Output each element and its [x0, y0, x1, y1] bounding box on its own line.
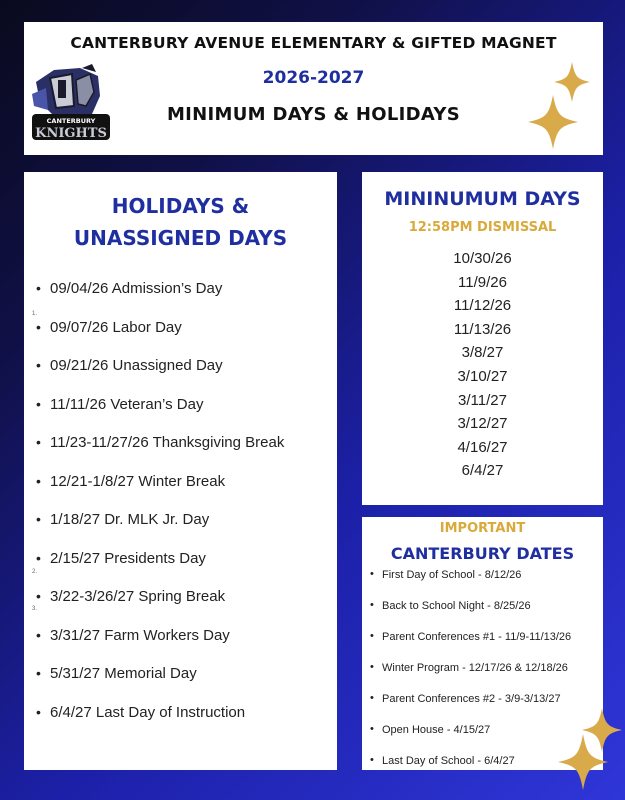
- list-item: • 11/11/26 Veteran’s Day: [36, 396, 284, 435]
- list-item: • Parent Conferences #1 - 11/9-11/13/26: [370, 631, 571, 662]
- important-dates-panel: [362, 517, 603, 770]
- holidays-title-line1: HOLIDAYS &: [111, 194, 250, 218]
- important-dates-list: [370, 569, 571, 786]
- dismissal-time: 12:58PM DISMISSAL: [408, 220, 557, 235]
- list-item: 11/12/26: [453, 297, 512, 315]
- sparkle-star-icon: [528, 95, 578, 149]
- list-item: • 09/04/26 Admission’s Day: [36, 280, 284, 319]
- list-item: 10/30/26: [453, 250, 512, 267]
- holidays-panel: [24, 172, 337, 770]
- school-name: CANTERBURY AVENUE ELEMENTARY & GIFTED MAGNET: [70, 34, 557, 52]
- list-item: 11/9/26: [458, 273, 507, 291]
- list-item: 11/13/26: [453, 320, 512, 338]
- list-item: 6/4/27: [461, 462, 504, 480]
- holidays-list: [36, 280, 284, 742]
- school-year: 2026-2027: [262, 68, 365, 88]
- list-item: • 09/21/26 Unassigned Day: [36, 357, 284, 396]
- list-item: • 5/31/27 Memorial Day: [36, 665, 284, 704]
- list-item: • 09/07/26 Labor Day: [36, 319, 284, 358]
- list-item: 3/8/27: [461, 344, 504, 362]
- holidays-title-line2: UNASSIGNED DAYS: [73, 226, 288, 250]
- canterbury-dates-title: CANTERBURY DATES: [390, 544, 575, 563]
- svg-text:KNIGHTS: KNIGHTS: [35, 126, 107, 141]
- list-item: • Open House - 4/15/27: [370, 724, 571, 755]
- list-item: • First Day of School - 8/12/26: [370, 569, 571, 600]
- minimum-days-title: MININUMUM DAYS: [384, 188, 581, 210]
- header-panel: [24, 22, 603, 155]
- stray-mark: 2.: [32, 569, 38, 575]
- stray-mark: 3.: [32, 606, 38, 612]
- list-item: • 3/31/27 Farm Workers Day: [36, 627, 284, 666]
- list-item: • Parent Conferences #2 - 3/9-3/13/27: [370, 693, 571, 724]
- list-item: 3/11/27: [458, 391, 507, 409]
- holidays-title: [24, 190, 337, 254]
- list-item: 4/16/27: [457, 438, 508, 456]
- list-item: • 11/23-11/27/26 Thanksgiving Break: [36, 434, 284, 473]
- list-item: • 12/21-1/8/27 Winter Break: [36, 473, 284, 512]
- list-item: • Last Day of School - 6/4/27: [370, 755, 571, 786]
- list-item: • 1/18/27 Dr. MLK Jr. Day: [36, 511, 284, 550]
- list-item: 3/12/27: [457, 415, 508, 433]
- minimum-days-list: [362, 250, 603, 486]
- page-title: MINIMUM DAYS & HOLIDAYS: [166, 104, 461, 125]
- list-item: 3/10/27: [457, 367, 508, 385]
- list-item: • 6/4/27 Last Day of Instruction: [36, 704, 284, 743]
- list-item: • 2/15/27 Presidents Day: [36, 550, 284, 589]
- list-item: • Winter Program - 12/17/26 & 12/18/26: [370, 662, 571, 693]
- list-item: • 3/22-3/26/27 Spring Break: [36, 588, 284, 627]
- list-item: • Back to School Night - 8/25/26: [370, 600, 571, 631]
- stray-mark: 1.: [32, 311, 38, 317]
- svg-text:CANTERBURY: CANTERBURY: [46, 117, 96, 125]
- sparkle-star-icon: [558, 734, 608, 790]
- important-title: IMPORTANT: [439, 521, 526, 536]
- minimum-days-panel: [362, 172, 603, 505]
